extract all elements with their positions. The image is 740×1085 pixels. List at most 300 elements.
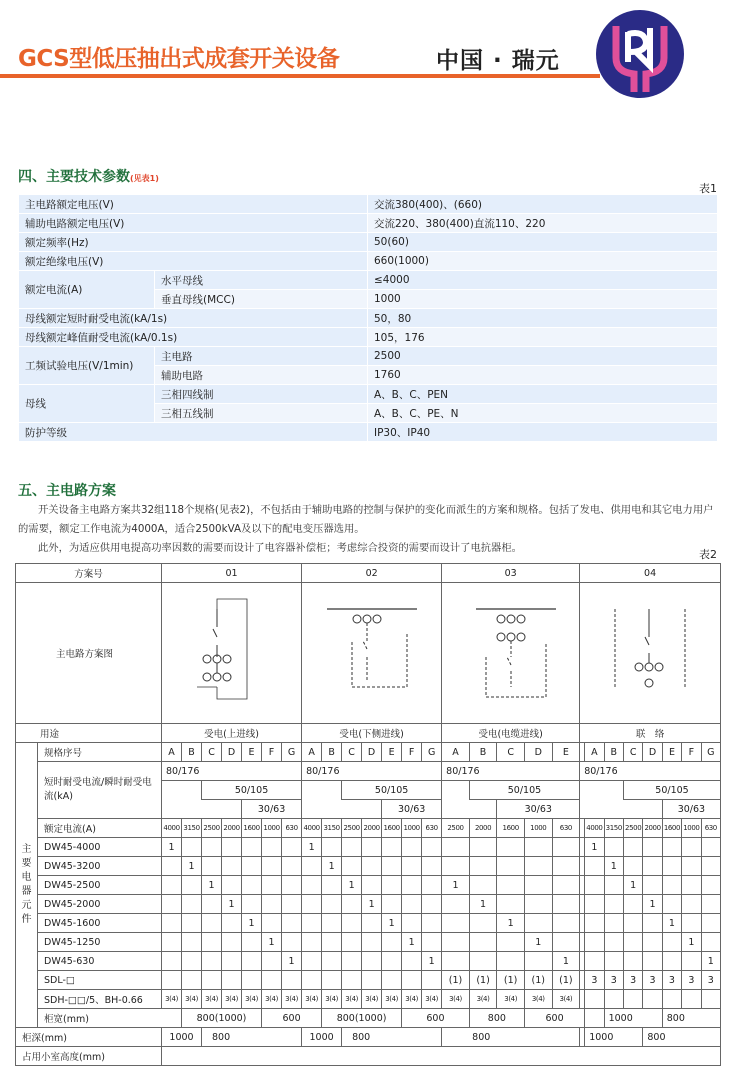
cabinet-width-value: 1000 [604, 1009, 662, 1028]
circuit-diagram-cell [302, 583, 442, 724]
table-row [19, 347, 718, 366]
cabinet-depth-value: 800 [342, 1028, 442, 1047]
circuit-diagram-03 [446, 587, 576, 717]
cabinet-width-label: 柜宽(mm) [38, 1009, 182, 1028]
breaker-qty [202, 914, 222, 933]
sdl-qty: 3 [604, 971, 623, 990]
breaker-model: DW45-4000 [38, 838, 162, 857]
breaker-qty [643, 838, 662, 857]
circuit-diagram-cell [442, 583, 580, 724]
breaker-qty [242, 933, 262, 952]
table-row [19, 233, 718, 252]
compartment-height-row [16, 1047, 721, 1066]
sdl-qty [222, 971, 242, 990]
breaker-qty [362, 933, 382, 952]
section-4-note: (见表1) [130, 174, 159, 183]
breaker-qty [302, 876, 322, 895]
breaker-qty [242, 895, 262, 914]
spec-letter: A [162, 743, 182, 762]
breaker-qty [623, 895, 642, 914]
breaker-qty [623, 857, 642, 876]
breaker-qty [585, 857, 604, 876]
breaker-model: DW45-1600 [38, 914, 162, 933]
rated-current-value: 1600 [242, 819, 262, 838]
breaker-row [16, 933, 721, 952]
spec-letter: F [262, 743, 282, 762]
breaker-qty [282, 857, 302, 876]
rated-current-value: 1600 [382, 819, 402, 838]
breaker-qty [497, 933, 525, 952]
param-value: 交流380(400)、(660) [368, 195, 718, 214]
breaker-model: DW45-630 [38, 952, 162, 971]
spec-label: 规格序号 [38, 743, 162, 762]
usage-label: 用途 [16, 724, 162, 743]
param-name: 母线额定峰值耐受电流(kA/0.1s) [19, 328, 368, 347]
breaker-qty [242, 876, 262, 895]
rated-current-value: 1000 [402, 819, 422, 838]
breaker-qty [362, 838, 382, 857]
rated-current-value: 2000 [643, 819, 662, 838]
breaker-qty: 1 [182, 857, 202, 876]
breaker-qty: 1 [322, 857, 342, 876]
table-row [19, 385, 718, 404]
breaker-model: DW45-1250 [38, 933, 162, 952]
table-cell [442, 800, 497, 819]
breaker-qty [682, 857, 701, 876]
breaker-qty [469, 952, 497, 971]
param-name: 工频试验电压(V/1min) [19, 347, 155, 385]
breaker-qty [362, 876, 382, 895]
table-cell [162, 800, 242, 819]
breaker-qty [342, 914, 362, 933]
breaker-qty [623, 933, 642, 952]
breaker-qty [469, 857, 497, 876]
main-elements-label: 主 要 电 器 元 件 [16, 743, 38, 1028]
breaker-qty [222, 838, 242, 857]
breaker-qty: 1 [701, 952, 720, 971]
breaker-qty [701, 857, 720, 876]
breaker-qty [524, 838, 552, 857]
table-cell [442, 781, 470, 800]
compartment-height-value [162, 1047, 721, 1066]
rated-current-label: 额定电流(A) [38, 819, 162, 838]
usage-value: 联 络 [580, 724, 721, 743]
breaker-qty: 1 [402, 933, 422, 952]
breaker-qty [342, 895, 362, 914]
breaker-qty [442, 857, 470, 876]
breaker-qty [552, 914, 580, 933]
brand-name: 中国 · 瑞元 [436, 48, 560, 74]
brand-logo-icon [594, 8, 686, 100]
spec-letter: G [282, 743, 302, 762]
breaker-qty [497, 952, 525, 971]
breaker-qty [552, 838, 580, 857]
breaker-qty [442, 838, 470, 857]
cabinet-depth-value: 800 [442, 1028, 580, 1047]
withstand-value: 30/63 [497, 800, 580, 819]
breaker-qty [422, 933, 442, 952]
rated-current-value: 630 [701, 819, 720, 838]
breaker-qty [585, 914, 604, 933]
param-value: A、B、C、PE、N [368, 404, 718, 423]
breaker-qty [662, 876, 681, 895]
cabinet-depth-value: 800 [202, 1028, 302, 1047]
breaker-qty [322, 933, 342, 952]
breaker-qty [604, 914, 623, 933]
breaker-qty [682, 876, 701, 895]
spec-letter: D [524, 743, 552, 762]
breaker-qty [442, 914, 470, 933]
table-row [19, 252, 718, 271]
sdl-qty [282, 971, 302, 990]
usage-row [16, 724, 721, 743]
withstand-value: 30/63 [242, 800, 302, 819]
breaker-model: DW45-2000 [38, 895, 162, 914]
breaker-qty: 1 [585, 838, 604, 857]
breaker-qty [682, 952, 701, 971]
sdh-qty: 3(4) [182, 990, 202, 1009]
sdl-qty: (1) [524, 971, 552, 990]
breaker-qty [182, 914, 202, 933]
breaker-qty [302, 933, 322, 952]
breaker-qty [469, 876, 497, 895]
sdl-qty: 3 [585, 971, 604, 990]
param-name: 额定频率(Hz) [19, 233, 368, 252]
rated-current-value: 1000 [682, 819, 701, 838]
rated-current-value: 2500 [623, 819, 642, 838]
breaker-qty [282, 933, 302, 952]
cabinet-width-value: 800(1000) [322, 1009, 402, 1028]
rated-current-value: 1600 [497, 819, 525, 838]
breaker-qty [701, 933, 720, 952]
breaker-qty [701, 895, 720, 914]
spec-letter: D [222, 743, 242, 762]
spec-letter: E [552, 743, 580, 762]
breaker-qty [662, 838, 681, 857]
sdh-qty: 3(4) [242, 990, 262, 1009]
breaker-qty [262, 952, 282, 971]
param-name: 母线 [19, 385, 155, 423]
breaker-model: DW45-2500 [38, 876, 162, 895]
breaker-qty [682, 895, 701, 914]
breaker-qty [643, 876, 662, 895]
breaker-qty [524, 914, 552, 933]
breaker-qty: 1 [262, 933, 282, 952]
usage-value: 受电(上进线) [162, 724, 302, 743]
rated-current-value: 4000 [302, 819, 322, 838]
breaker-qty [382, 952, 402, 971]
param-value: 660(1000) [368, 252, 718, 271]
sdl-qty [182, 971, 202, 990]
breaker-qty [643, 914, 662, 933]
spec-letter: E [382, 743, 402, 762]
breaker-row [16, 838, 721, 857]
breaker-qty [422, 895, 442, 914]
sdh-qty: 3(4) [222, 990, 242, 1009]
sdh-row [16, 990, 721, 1009]
breaker-qty [585, 933, 604, 952]
rated-current-value: 2500 [202, 819, 222, 838]
scheme-number: 02 [302, 564, 442, 583]
breaker-qty [442, 895, 470, 914]
sdl-qty [402, 971, 422, 990]
table-cell [302, 800, 382, 819]
cabinet-depth-value: 800 [643, 1028, 721, 1047]
sdl-qty: 3 [701, 971, 720, 990]
sdl-qty [262, 971, 282, 990]
breaker-qty [322, 952, 342, 971]
breaker-qty [182, 952, 202, 971]
table2-label: 表2 [699, 548, 717, 561]
breaker-qty [242, 952, 262, 971]
breaker-qty: 1 [362, 895, 382, 914]
sdl-qty [342, 971, 362, 990]
breaker-qty [322, 838, 342, 857]
table-cell [580, 800, 663, 819]
sdl-qty: (1) [442, 971, 470, 990]
spec-letter: B [322, 743, 342, 762]
breaker-qty [552, 857, 580, 876]
breaker-qty [382, 895, 402, 914]
table-cell [580, 781, 624, 800]
withstand-value: 50/105 [202, 781, 302, 800]
rated-current-value: 2500 [442, 819, 470, 838]
withstand-value: 80/176 [162, 762, 302, 781]
breaker-qty [342, 838, 362, 857]
circuit-diagram-cell [162, 583, 302, 724]
breaker-row [16, 914, 721, 933]
spec-letter: G [422, 743, 442, 762]
breaker-qty [701, 876, 720, 895]
breaker-qty [242, 857, 262, 876]
breaker-qty [402, 952, 422, 971]
sdh-qty: 3(4) [162, 990, 182, 1009]
breaker-qty [604, 895, 623, 914]
sdh-qty: 3(4) [262, 990, 282, 1009]
sdl-qty [422, 971, 442, 990]
rated-current-value: 1000 [262, 819, 282, 838]
sdl-qty: (1) [552, 971, 580, 990]
breaker-qty [182, 933, 202, 952]
breaker-qty [202, 933, 222, 952]
spec-letter: C [623, 743, 642, 762]
param-value: 交流220、380(400)直流110、220 [368, 214, 718, 233]
tech-params-table [18, 194, 718, 442]
breaker-qty: 1 [662, 914, 681, 933]
param-value: 105，176 [368, 328, 718, 347]
diagram-label: 主电路方案图 [16, 583, 162, 724]
scheme-label: 方案号 [16, 564, 162, 583]
sdl-qty [362, 971, 382, 990]
spec-letter: E [242, 743, 262, 762]
breaker-row [16, 952, 721, 971]
sdh-qty: 3(4) [422, 990, 442, 1009]
breaker-qty [497, 838, 525, 857]
table-row [19, 328, 718, 347]
breaker-qty: 1 [242, 914, 262, 933]
param-sub: 三相五线制 [155, 404, 368, 423]
breaker-qty [643, 857, 662, 876]
breaker-qty [382, 933, 402, 952]
breaker-qty [202, 857, 222, 876]
param-name: 母线额定短时耐受电流(kA/1s) [19, 309, 368, 328]
rated-current-value: 3150 [322, 819, 342, 838]
breaker-qty: 1 [552, 952, 580, 971]
withstand-row [16, 762, 721, 781]
table-cell [302, 781, 342, 800]
param-name: 辅助电路额定电压(V) [19, 214, 368, 233]
param-name: 额定绝缘电压(V) [19, 252, 368, 271]
breaker-qty [262, 857, 282, 876]
table-row [19, 423, 718, 442]
sdh-qty: 3(4) [202, 990, 222, 1009]
scheme-number: 01 [162, 564, 302, 583]
breaker-qty [552, 895, 580, 914]
sdh-qty [662, 990, 681, 1009]
breaker-qty [623, 952, 642, 971]
withstand-value: 80/176 [442, 762, 580, 781]
breaker-qty [282, 895, 302, 914]
rated-current-value: 1000 [524, 819, 552, 838]
breaker-qty [422, 838, 442, 857]
breaker-qty [604, 876, 623, 895]
breaker-qty [469, 838, 497, 857]
breaker-model: DW45-3200 [38, 857, 162, 876]
breaker-qty [682, 914, 701, 933]
param-value: 50，80 [368, 309, 718, 328]
breaker-qty [162, 876, 182, 895]
scheme-number: 03 [442, 564, 580, 583]
table-row [19, 271, 718, 290]
cabinet-width-value: 800 [662, 1009, 720, 1028]
diagram-row [16, 583, 721, 724]
section-4-title: 四、主要技术参数 [18, 169, 130, 185]
breaker-row [16, 895, 721, 914]
cabinet-width-value: 600 [524, 1009, 584, 1028]
sdh-qty: 3(4) [402, 990, 422, 1009]
sdh-qty: 3(4) [282, 990, 302, 1009]
breaker-qty: 1 [604, 857, 623, 876]
breaker-qty [262, 914, 282, 933]
breaker-qty [162, 857, 182, 876]
breaker-qty: 1 [422, 952, 442, 971]
cabinet-width-value: 600 [262, 1009, 322, 1028]
spec-letter: F [402, 743, 422, 762]
sdl-qty [242, 971, 262, 990]
cabinet-depth-label: 柜深(mm) [16, 1028, 162, 1047]
spec-letter: C [342, 743, 362, 762]
spec-letter: E [662, 743, 681, 762]
breaker-qty [585, 876, 604, 895]
rated-current-value: 3150 [182, 819, 202, 838]
breaker-qty: 1 [162, 838, 182, 857]
table1-label: 表1 [699, 182, 717, 195]
breaker-qty [202, 895, 222, 914]
breaker-qty [524, 857, 552, 876]
breaker-qty [322, 895, 342, 914]
breaker-qty [402, 857, 422, 876]
rated-current-value: 2000 [469, 819, 497, 838]
breaker-qty [282, 838, 302, 857]
breaker-qty [222, 857, 242, 876]
spec-letter: C [202, 743, 222, 762]
rated-current-value: 2000 [222, 819, 242, 838]
withstand-value: 50/105 [469, 781, 579, 800]
breaker-qty [497, 895, 525, 914]
circuit-diagram-04 [585, 587, 715, 717]
breaker-qty [497, 857, 525, 876]
breaker-qty [222, 952, 242, 971]
rated-current-value: 2000 [362, 819, 382, 838]
breaker-qty: 1 [342, 876, 362, 895]
page-header [0, 0, 740, 110]
breaker-qty [342, 933, 362, 952]
breaker-qty [162, 895, 182, 914]
sdl-qty: 3 [643, 971, 662, 990]
breaker-qty [585, 895, 604, 914]
sdh-qty: 3(4) [342, 990, 362, 1009]
param-sub: 主电路 [155, 347, 368, 366]
breaker-qty: 1 [302, 838, 322, 857]
sdl-qty [302, 971, 322, 990]
param-value: 2500 [368, 347, 718, 366]
rated-current-value: 1600 [662, 819, 681, 838]
spacer-cell [585, 1009, 604, 1028]
breaker-qty [402, 838, 422, 857]
param-value: 1760 [368, 366, 718, 385]
sdh-qty: 3(4) [524, 990, 552, 1009]
breaker-qty [362, 857, 382, 876]
sdl-qty: 3 [682, 971, 701, 990]
param-value: ≤4000 [368, 271, 718, 290]
breaker-qty: 1 [497, 914, 525, 933]
page-title: GCS型低压抽出式成套开关设备 [18, 46, 340, 72]
rated-current-value: 2500 [342, 819, 362, 838]
param-name: 主电路额定电压(V) [19, 195, 368, 214]
breaker-qty: 1 [469, 895, 497, 914]
section-5-heading: 五、主电路方案 [18, 483, 116, 499]
sdl-qty [202, 971, 222, 990]
sdh-qty: 3(4) [497, 990, 525, 1009]
breaker-qty [469, 933, 497, 952]
sdh-qty: 3(4) [322, 990, 342, 1009]
breaker-qty [623, 914, 642, 933]
breaker-qty [469, 914, 497, 933]
sdh-qty [701, 990, 720, 1009]
breaker-qty [662, 933, 681, 952]
breaker-qty [182, 876, 202, 895]
breaker-row [16, 857, 721, 876]
spec-letter: F [682, 743, 701, 762]
spec-letter: B [469, 743, 497, 762]
circuit-diagram-02 [307, 587, 437, 717]
breaker-qty [682, 838, 701, 857]
breaker-qty [524, 876, 552, 895]
rated-current-value: 630 [552, 819, 580, 838]
spec-letter: D [362, 743, 382, 762]
breaker-qty: 1 [382, 914, 402, 933]
sdh-qty: 3(4) [442, 990, 470, 1009]
breaker-qty [604, 933, 623, 952]
breaker-qty [552, 933, 580, 952]
spec-letter: A [585, 743, 604, 762]
table-cell [162, 781, 202, 800]
sdl-row [16, 971, 721, 990]
breaker-qty [402, 914, 422, 933]
sdh-qty [623, 990, 642, 1009]
param-value: 1000 [368, 290, 718, 309]
withstand-value: 50/105 [623, 781, 720, 800]
